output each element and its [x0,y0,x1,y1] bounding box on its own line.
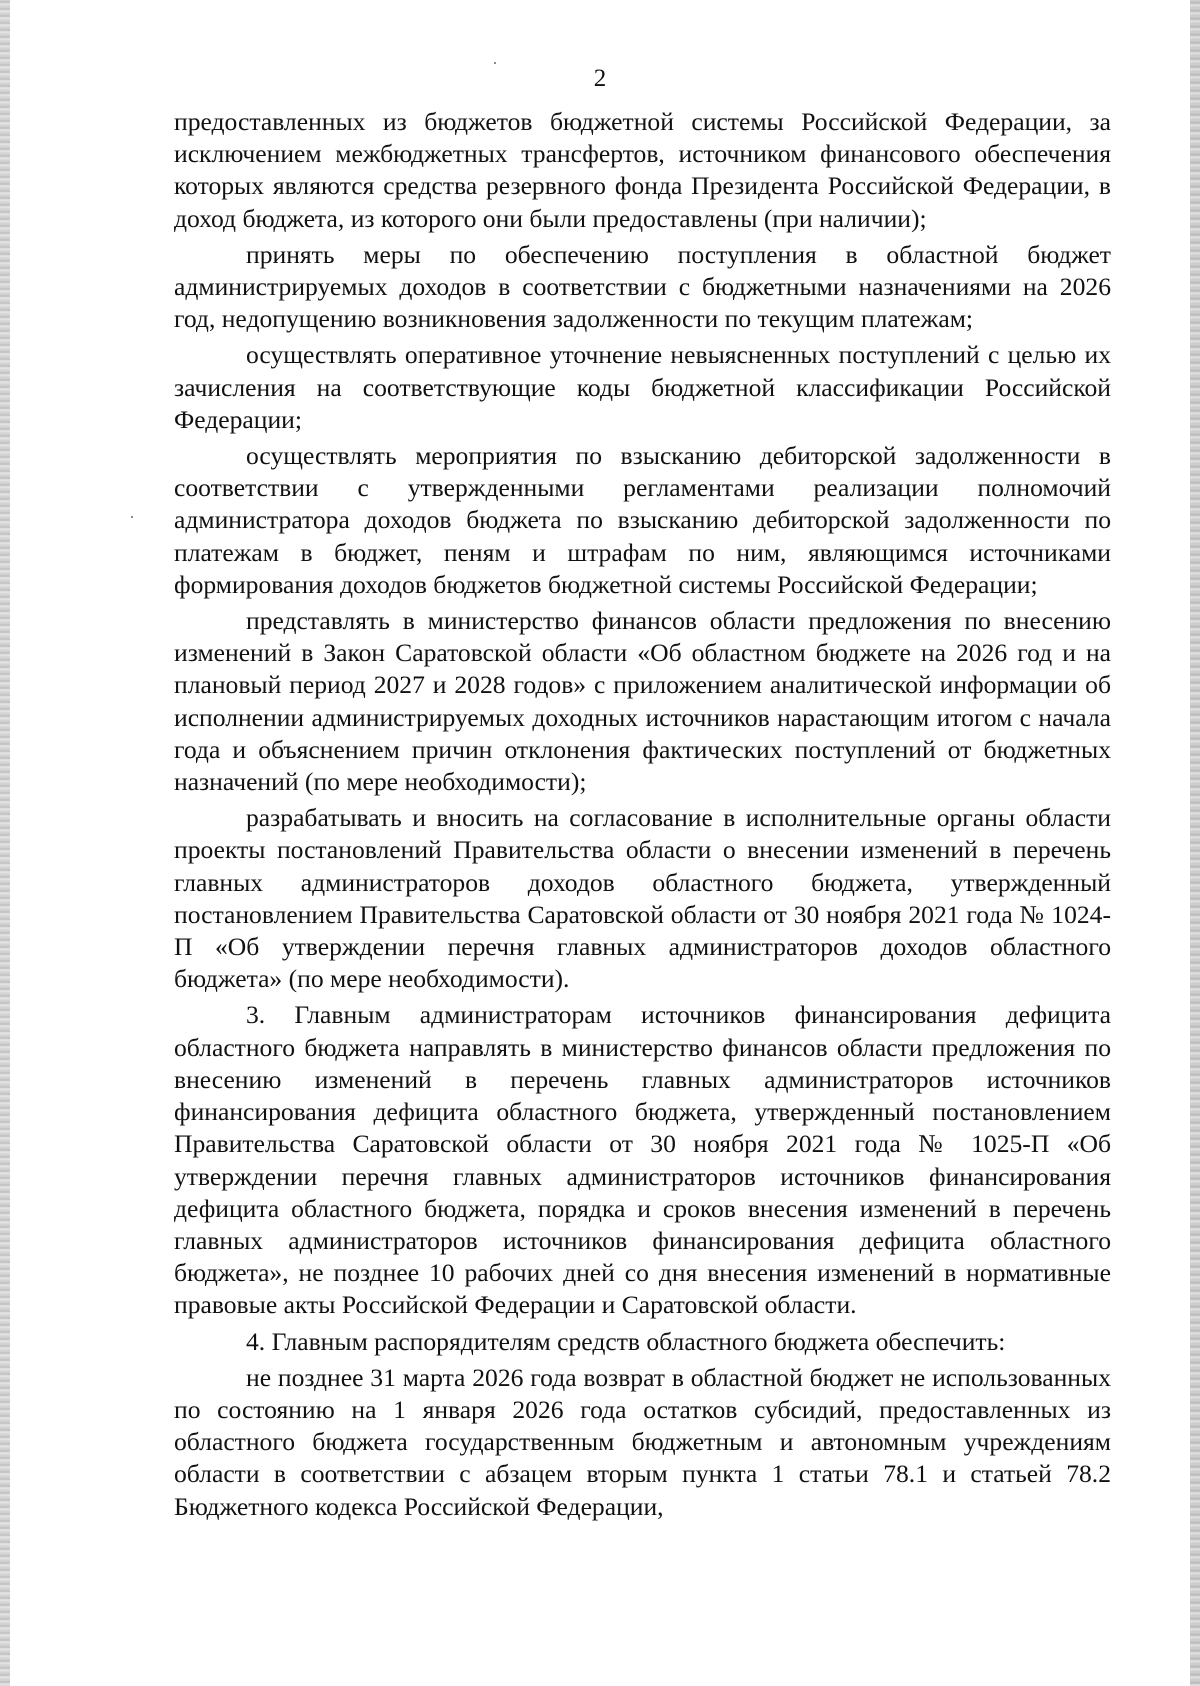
page-number: 2 [593,65,607,92]
paragraph-continuation: предоставленных из бюджетов бюджетной системы Российской Федерации, за исключением межбюджетных трансфертов, источником финансового обеспечения которых являются средства резервного фонда Президента Российской Федерации, в доход бюджета, из которого они были предоставлены (при наличии); [174,107,1111,233]
paragraph: осуществлять мероприятия по взысканию дебиторской задолженности в соответствии с утвержденными регламентами реализации полномочий администратора доходов бюджета по взысканию дебиторской задолженности по платежам в бюджет, пеням и штрафам по ним, являющимся источниками формирования доходов бюджетов бюджетной системы Российской Федерации; [174,441,1111,599]
paragraph: разрабатывать и вносить на согласование в исполнительные органы области проекты постановлений Правительства области о внесении изменений в перечень главных администраторов доходов областного бюджета, утвержденный постановлением Правительства Саратовской области от 30 ноября 2021 года № 1024-П «Об утверждении перечня главных администраторов доходов областного бюджета» (по мере необходимости). [174,803,1111,994]
paragraph: принять меры по обеспечению поступления в областной бюджет администрируемых доходов в соответствии с бюджетными назначениями на 2026 год, недопущению возникновения задолженности по текущим платежам; [174,239,1111,334]
scan-edge-right [1190,0,1200,1686]
paragraph-item-3: 3. Главным администраторам источников финансирования дефицита областного бюджета направлять в министерство финансов области предложения по внесению изменений в перечень главных администраторов источников финансирования дефицита областного бюджета, утвержденный постановлением Правительства Саратовской области от 30 ноября 2021 года № 1025-П «Об утверждении перечня главных администраторов источников финансирования дефицита областного бюджета, порядка и сроков внесения изменений в перечень главных администраторов источников финансирования дефицита областного бюджета», не позднее 10 рабочих дней со дня внесения изменений в нормативные правовые акты Российской Федерации и Саратовской области. [174,1000,1111,1320]
paragraph-item-4: 4. Главным распорядителям средств областного бюджета обеспечить: [246,1326,1006,1356]
paragraph: представлять в министерство финансов области предложения по внесению изменений в Закон Саратовской области «Об областном бюджете на 2026 год и на плановый период 2027 и 2028 годов» с приложением аналитической информации об исполнении администрируемых доходных источников нарастающим итогом с начала года и объяснением причин отклонения фактических поступлений от бюджетных назначений (по мере необходимости); [174,606,1111,797]
scan-speck [131,516,133,518]
document-body [174,106,1111,1527]
paragraph: не позднее 31 марта 2026 года возврат в областной бюджет не использованных по состоянию на 1 января 2026 года остатков субсидий, предоставленных из областного бюджета государственным бюджетным и автономным учреждениям области в соответствии с абзацем вторым пункта 1 статьи 78.1 и статьей 78.2 Бюджетного кодекса Российской Федерации, [174,1362,1111,1521]
paragraph: осуществлять оперативное уточнение невыясненных поступлений с целью их зачисления на соответствующие коды бюджетной классификации Российской Федерации; [174,340,1111,434]
scan-edge-left [0,0,10,1686]
